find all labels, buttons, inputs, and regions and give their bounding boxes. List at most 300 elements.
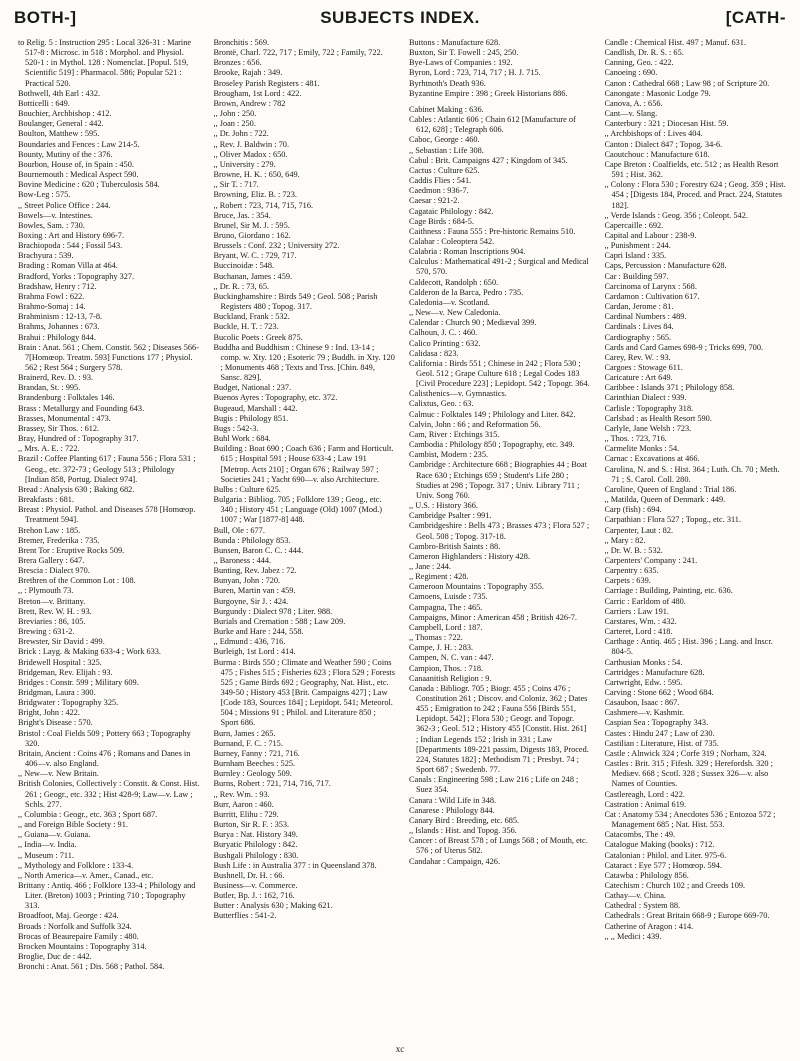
index-entry: Buccinoidæ : 548. bbox=[213, 261, 275, 271]
index-entry: Bush Life : in Australia 377 : in Queensland 378. bbox=[213, 860, 377, 870]
index-entry: California : Birds 551 ; Chinese in 242 ; Flora 530 ; Geol. 512 ; Grape Culture 618 ; Legal Codes 183 [Civil Procedure 223] ; Lepidopt. 542 ; Topogr. 364. bbox=[409, 358, 590, 389]
index-entry: Cabul : Brit. Campaigns 427 ; Kingdom of 345. bbox=[409, 155, 568, 165]
index-entry: Cameroon Mountains : Topography 355. bbox=[409, 582, 544, 592]
index-entry: Bridgman, Laura : 300. bbox=[18, 688, 96, 697]
index-entry: Bull, Ole : 677. bbox=[213, 525, 265, 535]
index-entry: ,, North America—v. Amer., Canad., etc. bbox=[18, 870, 154, 880]
index-entry: Carpathian : Flora 527 ; Topog., etc. 311. bbox=[604, 515, 742, 525]
index-entry: Butter : Analysis 630 ; Making 621. bbox=[213, 901, 333, 911]
index-entry: Butler, Bp. J. : 162, 716. bbox=[213, 891, 295, 901]
index-entry: Brick : Layg. & Making 633-4 ; Work 633. bbox=[18, 647, 161, 657]
index-entry: Campe, J. H. : 283. bbox=[409, 643, 474, 653]
index-entry: Cardan, Jerome : 81. bbox=[604, 302, 674, 312]
index-entry: Cant—v. Slang. bbox=[604, 109, 658, 119]
index-entry: Carpentry : 635. bbox=[604, 566, 659, 576]
index-entry: Canton : Dialect 847 ; Topog. 34-6. bbox=[604, 139, 723, 149]
index-entry: Carinthian Dialect : 939. bbox=[604, 393, 687, 403]
index-entry: ,, Robert : 723, 714, 715, 716. bbox=[213, 200, 314, 210]
index-entry: Brontë, Charl. 722, 717 ; Emily, 722 ; Family, 722. bbox=[213, 48, 383, 58]
index-entry: Cactus : Culture 625. bbox=[409, 165, 480, 175]
index-entry: Castration : Animal 619. bbox=[604, 799, 687, 809]
index-entry: Caithness : Fauna 555 : Pre-historic Remains 510. bbox=[409, 226, 576, 236]
index-entry: Bridges : Constr. 599 ; Military 609. bbox=[18, 677, 139, 687]
index-entry: Capercaille : 692. bbox=[604, 220, 664, 230]
header-range-start: BOTH-] bbox=[14, 8, 77, 27]
index-entry: Bright, John : 422. bbox=[18, 708, 80, 718]
index-entry: Burn, James : 265. bbox=[213, 728, 276, 738]
index-column-1 bbox=[18, 38, 200, 1038]
index-entry: Cardamon : Cultivation 617. bbox=[604, 291, 700, 301]
index-entry: Carlisle : Topography 318. bbox=[604, 403, 694, 413]
index-entry: Bronzes : 656. bbox=[213, 58, 262, 68]
index-entry: Canongate : Masonic Lodge 79. bbox=[604, 88, 711, 98]
index-entry: Brethren of the Common Lot : 108. bbox=[18, 576, 136, 586]
index-entry: Brewing : 631-2. bbox=[18, 627, 75, 637]
index-entry: ,, Punishment : 244. bbox=[604, 241, 671, 251]
index-entry: Brachyura : 539. bbox=[18, 251, 74, 261]
index-entry: Buchanan, James : 459. bbox=[213, 271, 293, 281]
index-entry: ,, Rev. Wm. : 93. bbox=[213, 789, 270, 799]
index-entry: Cancer : of Breast 578 ; of Lungs 568 ; of Mouth, etc. 576 ; of Uterus 582. bbox=[409, 836, 588, 856]
index-entry: Building : Boat 690 ; Coach 636 ; Farm and Horticult. 615 ; Hospital 591 ; House 633-4 ; Law 191 [Metrop. Acts 210] ; Organ 676 ; Railway 597 ; Societies 241 ; Yacht 690—v. also Architecture. bbox=[213, 444, 394, 484]
index-entry: Buckle, H. T. : 723. bbox=[213, 322, 279, 332]
index-entry: Carolina, N. and S. : Hist. 364 ; Luth. Ch. 70 ; Meth. 71 ; S. Carol. Coll. 280. bbox=[604, 464, 780, 484]
index-entry: Cat : Anatomy 534 ; Anecdotes 536 ; Entozoa 572 ; Management 685 ; Nat. Hist. 553. bbox=[604, 809, 776, 830]
index-entry: Campen, N. C. van : 447. bbox=[409, 653, 494, 663]
index-entry: Catacombs, The : 49. bbox=[604, 830, 676, 840]
index-entry: Bryant, W. C. : 729, 717. bbox=[213, 251, 297, 261]
index-columns bbox=[18, 38, 786, 1038]
index-entry: Caldecott, Randolph : 650. bbox=[409, 277, 499, 287]
index-entry: Caboc, George : 460. bbox=[409, 135, 480, 145]
index-entry: Campion, Thos. : 718. bbox=[409, 663, 484, 673]
index-entry: Botticelli : 649. bbox=[18, 98, 70, 108]
index-entry: Cambridge : Architecture 668 ; Biographies 44 ; Boat Race 630 ; Etchings 659 ; Student's Life 280 ; Studies at 298 ; Topogr. 317 ; Univ. Library 711 ; Univ. Song 760. bbox=[409, 460, 587, 500]
index-entry: Bread : Analysis 630 ; Baking 682. bbox=[18, 484, 135, 494]
index-entry: Canarese : Philology 844. bbox=[409, 805, 495, 815]
index-entry: Carcinoma of Larynx : 568. bbox=[604, 281, 697, 291]
index-entry: Brazil : Coffee Planting 617 ; Fauna 556 ; Flora 531 ; Geog., etc. 372-73 ; Geology 513 ; Philology [Indian 858, Portug. Dialect 974]. bbox=[18, 454, 196, 484]
index-entry: ,, Rev. J. Baldwin : 70. bbox=[213, 139, 290, 149]
index-entry: Bradshaw, Henry : 712. bbox=[18, 281, 97, 291]
index-entry: Bow-Leg : 575. bbox=[18, 190, 71, 200]
index-entry: Bremer, Frederika : 735. bbox=[18, 535, 100, 545]
index-entry: Bounty, Mutiny of the : 376. bbox=[18, 149, 113, 159]
index-entry: Britain, Ancient : Coins 476 ; Romans and Danes in 406—v. also England. bbox=[18, 748, 191, 769]
index-entry: ,, Mythology and Folklore : 133-4. bbox=[18, 860, 134, 870]
index-entry: Carriers : Law 191. bbox=[604, 606, 670, 616]
index-entry: Calculus : Mathematical 491-2 ; Surgical and Medical 570, 570. bbox=[409, 257, 589, 277]
index-entry: ,, Edmund : 436, 716. bbox=[213, 637, 286, 647]
index-entry: Budget, National : 237. bbox=[213, 383, 292, 393]
header-range-end: [CATH- bbox=[725, 8, 786, 27]
index-entry: Carey, Rev. W. : 93. bbox=[604, 352, 671, 362]
index-entry: Bruce, Jas. : 354. bbox=[213, 210, 271, 220]
page-footer bbox=[0, 1044, 800, 1054]
index-entry: Candle : Chemical Hist. 497 ; Manuf. 631. bbox=[604, 38, 746, 47]
index-entry: Burya : Nat. History 349. bbox=[213, 830, 298, 840]
index-entry: Cambridgeshire : Bells 473 ; Brasses 473 ; Flora 527 ; Geol. 508 ; Topog. 317-18. bbox=[409, 521, 590, 541]
index-entry: Candahar : Campaign, 426. bbox=[409, 856, 501, 866]
index-entry: Boundaries and Fences : Law 214-5. bbox=[18, 139, 140, 149]
index-entry: Brett, Rev. W. H. : 93. bbox=[18, 606, 92, 616]
index-entry: Carthusian Monks : 54. bbox=[604, 657, 683, 667]
index-entry: Bugs : 542-3. bbox=[213, 423, 259, 433]
index-entry: ,, Mrs. A. E. : 722. bbox=[18, 444, 80, 454]
index-entry: Bridgwater : Topography 325. bbox=[18, 698, 119, 708]
index-entry: Burritt, Elihu : 729. bbox=[213, 809, 279, 819]
index-entry: Cargoes : Stowage 611. bbox=[604, 363, 683, 372]
index-entry: Castle : Alnwick 324 ; Corfe 319 ; Norham, 324. bbox=[604, 748, 767, 758]
index-entry: Cagataic Philology : 842. bbox=[409, 206, 494, 216]
index-entry: Brescia : Dialect 970. bbox=[18, 566, 90, 576]
index-entry: Calvin, John : 66 ; and Reformation 56. bbox=[409, 419, 541, 429]
index-entry: Carstares, Wm. : 432. bbox=[604, 616, 677, 626]
index-entry: Cathedrals : Great Britain 668-9 ; Europe 669-70. bbox=[604, 911, 770, 921]
index-entry: Brandenburg : Folktales 146. bbox=[18, 393, 115, 403]
index-entry: Carlsbad : as Health Resort 590. bbox=[604, 413, 712, 423]
index-entry: Brasses, Monumental : 473. bbox=[18, 413, 111, 423]
index-entry: Casaubon, Isaac : 867. bbox=[604, 698, 680, 708]
index-entry: Carving : Stone 662 ; Wood 684. bbox=[604, 688, 714, 697]
index-entry: Brent Tor : Eruptive Rocks 509. bbox=[18, 545, 125, 555]
index-entry: ,, Street Police Office : 244. bbox=[18, 200, 111, 210]
index-entry: British Colonies, Collectively : Constit. & Const. Hist. 261 ; Geogr., etc. 332 ; Hist 428-9; Law—v. Law ; Schls. 277. bbox=[18, 779, 200, 809]
index-entry: Burials and Cremation : 588 ; Law 209. bbox=[213, 616, 346, 626]
index-entry: Caledonia—v. Scotland. bbox=[409, 297, 490, 307]
index-entry: Cathedral : System 88. bbox=[604, 901, 681, 911]
index-entry: Byron, Lord : 723, 714, 717 ; H. J. 715. bbox=[409, 68, 541, 78]
index-entry: Bye-Laws of Companies : 192. bbox=[409, 58, 513, 68]
index-entry: Breviaries : 86, 105. bbox=[18, 616, 86, 626]
index-entry: Breakfasts : 681. bbox=[18, 495, 74, 505]
index-entry: Canning, Geo. : 422. bbox=[604, 58, 674, 68]
index-entry: Cam, River : Etchings 315. bbox=[409, 429, 500, 439]
index-entry: Caricature : Art 649. bbox=[604, 373, 673, 383]
index-entry: Cables : Atlantic 606 ; Chain 612 [Manufacture of 612, 628] ; Telegraph 606. bbox=[409, 115, 576, 135]
index-entry: Burgoyne, Sir J. : 424. bbox=[213, 596, 289, 606]
index-entry: ,, Verde Islands : Geog. 356 ; Coleopt. 542. bbox=[604, 210, 748, 220]
index-entry: Canova, A. : 656. bbox=[604, 98, 663, 108]
index-entry: Brading : Roman Villa at 464. bbox=[18, 261, 118, 271]
index-entry: ,, : Plymouth 73. bbox=[18, 586, 74, 596]
index-entry: Bruno, Giordano : 162. bbox=[213, 230, 291, 240]
index-entry: Calhoun, J. C. : 460. bbox=[409, 328, 478, 338]
index-entry: Bournemouth : Medical Aspect 590. bbox=[18, 170, 139, 180]
index-entry: Canada : Bibliogr. 705 ; Biogr. 455 ; Coins 476 ; Constitution 261 ; Discov. and Coloniz. 362 ; Dates 455 ; Emigration to 242 ; Fauna 556 [Birds 551, Lepidopt. 542] ; Flora 530 ; Geogr. and Topogr. 362-3 ; Geol. 512 ; History 455 [Constit. Hist. 261] ; Indian Legends 152 ; Irish in 331 ; Law [Departments 189-221 passim, Digests 183, Proced. 224, Statutes 182] ; Methodism 71 ; Presbyt. 74 ; Sport 687 ; Swedenb. 77. bbox=[409, 683, 589, 775]
index-entry: Cathay—v. China. bbox=[604, 891, 666, 901]
index-entry: Bushnell, Dr. H. : 66. bbox=[213, 870, 285, 880]
index-entry: Cardinal Numbers : 489. bbox=[604, 312, 687, 322]
index-entry: ,, Guiana—v. Guiana. bbox=[18, 830, 91, 840]
index-entry: Catawba : Philology 856. bbox=[604, 870, 689, 880]
index-entry: Brera Gallery : 647. bbox=[18, 555, 85, 565]
index-entry: Bugis : Philology 851. bbox=[213, 413, 289, 423]
index-entry: Castles : Brit. 315 ; Fifesh. 329 ; Herefordsh. 320 ; Mediæv. 668 ; Scotl. 328 ; Sussex 326—v. also Names of Counties. bbox=[604, 759, 773, 789]
index-entry: Brocken Mountains : Topography 314. bbox=[18, 941, 147, 951]
index-entry: Canaanitish Religion : 9. bbox=[409, 673, 492, 683]
index-entry: Calendar : Church 90 ; Mediæval 399. bbox=[409, 318, 537, 328]
index-entry: Campaigns, Minor : American 458 ; British 426-7. bbox=[409, 612, 577, 622]
index-entry: Calabar : Coleoptera 542. bbox=[409, 236, 495, 246]
index-entry: Burton, Sir R. F. : 353. bbox=[213, 820, 290, 830]
index-entry: Canon : Cathedral 668 ; Law 98 ; of Scripture 20. bbox=[604, 78, 770, 88]
index-entry: Bulgaria : Bibliog. 705 ; Folklore 139 ; Geog., etc. 340 ; History 451 ; Language (Old) 1007 (Mod.) 1007 ; War [1877-8] 448. bbox=[213, 495, 383, 525]
index-entry: ,, Thomas : 722. bbox=[409, 633, 463, 643]
index-entry: Brunel, Sir M. J. : 595. bbox=[213, 220, 290, 230]
index-entry: Candlish, Dr. R. S. : 65. bbox=[604, 48, 684, 58]
index-entry: Cardinals : Lives 84. bbox=[604, 322, 674, 332]
index-entry: Camoens, Luisde : 735. bbox=[409, 592, 488, 602]
index-entry: Brussels : Conf. 232 ; University 272. bbox=[213, 241, 340, 251]
index-entry: Carpenters' Company : 241. bbox=[604, 555, 698, 565]
index-entry: ,, Museum : 711. bbox=[18, 850, 74, 860]
index-column-4 bbox=[605, 38, 787, 1038]
index-entry: ,, Colony : Flora 530 ; Forestry 624 ; Geog. 359 ; Hist. 454 ; [Digests 184, Proced. and Pract. 224, Statutes 182]. bbox=[604, 180, 786, 210]
index-entry: Bronchitis : 569. bbox=[213, 38, 270, 47]
index-entry: ,, Matilda, Queen of Denmark : 449. bbox=[604, 495, 726, 505]
index-entry: Buckland, Frank : 532. bbox=[213, 312, 290, 322]
index-entry: Buren, Martin van : 459. bbox=[213, 586, 296, 596]
index-entry: Buxton, Sir T. Fowell : 245, 250. bbox=[409, 48, 519, 58]
index-entry: to Relig. 5 : Instruction 295 : Local 326-31 : Marine 517-8 : Microsc. in 518 : Morphol. and Physiol. 520-1 : in Mythol. 128 : Nomenclat. [Popul. 519, Scientific 519] : Pharmacol. 586; Popular 521 : Practical 520. bbox=[18, 38, 192, 88]
index-entry: Cabinet Making : 636. bbox=[409, 104, 484, 114]
index-entry: Burleigh, 1st Lord : 414. bbox=[213, 647, 296, 657]
index-entry: ,, Sebastian : Life 308. bbox=[409, 145, 484, 155]
index-entry: ,, U.S. : History 366. bbox=[409, 501, 478, 511]
index-entry: Cardiography : 565. bbox=[604, 332, 672, 342]
index-entry: Calico Printing : 632. bbox=[409, 338, 481, 348]
index-entry: Cambridge Psalter : 991. bbox=[409, 511, 492, 521]
index-entry: Brooke, Rajah : 349. bbox=[213, 68, 283, 78]
index-entry: Browne, H. K. : 650, 649. bbox=[213, 170, 300, 180]
index-entry: ,, Thos. : 723, 716. bbox=[604, 434, 667, 444]
index-entry: Brehon Law : 185. bbox=[18, 525, 81, 535]
index-entry: ,, Dr. W. B. : 532. bbox=[604, 545, 663, 555]
index-entry: Bridgeman, Rev. Elijah : 93. bbox=[18, 667, 113, 677]
index-entry: Catherine of Aragon : 414. bbox=[604, 921, 694, 931]
index-entry: Capri Island : 335. bbox=[604, 251, 667, 261]
index-entry: Calixtus, Geo. : 63. bbox=[409, 399, 474, 409]
index-entry: Cameron Highlanders : History 428. bbox=[409, 551, 530, 561]
index-entry: Calisthenics—v. Gymnastics. bbox=[409, 389, 507, 399]
index-entry: ,, Joan : 250. bbox=[213, 119, 256, 129]
index-entry: Boxing : Art and History 696-7. bbox=[18, 230, 125, 240]
index-entry: ,, India—v. India. bbox=[18, 840, 77, 850]
index-entry: ,, Islands : Hist. and Topog. 356. bbox=[409, 826, 517, 836]
index-entry: Bugeaud, Marshall : 442. bbox=[213, 403, 298, 413]
index-entry: Bushgali Philology : 830. bbox=[213, 850, 299, 860]
index-entry: Castilian : Literature, Hist. of 735. bbox=[604, 738, 719, 748]
index-entry: Carpets : 639. bbox=[604, 576, 651, 586]
index-entry: Bradford, Yorks : Topography 327. bbox=[18, 271, 135, 281]
index-entry: Cataract : Eye 577 ; Homœop. 594. bbox=[604, 860, 723, 870]
index-entry: ,, ,, Medici : 439. bbox=[604, 931, 662, 941]
index-entry: Brachiopoda : 544 ; Fossil 543. bbox=[18, 241, 123, 251]
index-entry: Broglie, Duc de : 442. bbox=[18, 952, 92, 962]
index-entry: Burns, Robert : 721, 714, 716, 717. bbox=[213, 779, 331, 789]
index-entry: Brahui : Philology 844. bbox=[18, 332, 96, 342]
index-entry: Brahma Fowl : 622. bbox=[18, 291, 85, 301]
index-entry: Brahmo-Somaj : 14. bbox=[18, 302, 86, 312]
index-entry: Buhl Work : 684. bbox=[213, 434, 271, 444]
index-entry: Cape Breton : Coalfields, etc. 512 ; as Health Resort 591 ; Hist. 362. bbox=[604, 159, 779, 180]
index-entry: Canara : Wild Life in 348. bbox=[409, 795, 497, 805]
index-entry: Carmelite Monks : 54. bbox=[604, 444, 680, 454]
index-entry: Calidasa : 823. bbox=[409, 348, 459, 358]
index-entry: Bulbs : Culture 625. bbox=[213, 484, 281, 494]
index-entry: Burney, Fanny : 721, 716. bbox=[213, 748, 300, 758]
index-entry: Caspian Sea : Topography 343. bbox=[604, 718, 709, 728]
index-entry: Buckinghamshire : Birds 549 ; Geol. 508 ; Parish Registers 480 ; Topog. 317. bbox=[213, 291, 378, 312]
index-entry: Carric : Earldom of 480. bbox=[604, 596, 686, 606]
index-entry: Boulanger, General : 442. bbox=[18, 119, 104, 129]
index-entry: Burnley : Geology 509. bbox=[213, 769, 292, 779]
index-entry: Buddha and Buddhism : Chinese 9 : Ind. 13-14 ; comp. w. Xty. 120 ; Esoteric 79 ; Buddh. in Xty. 120 ; Monuments 468 ; Texts and Trss. [Chin. 849, Sansc. 829]. bbox=[213, 342, 395, 383]
index-entry: Cambist, Modern : 235. bbox=[409, 450, 489, 460]
index-entry: Capital and Labour : 238-9. bbox=[604, 230, 697, 240]
index-entry: ,, Mary : 82. bbox=[604, 535, 646, 545]
index-entry: Cashmere—v. Kashmir. bbox=[604, 708, 684, 718]
index-entry: Bouchier, Archbishop : 412. bbox=[18, 109, 112, 119]
index-entry: Caoutchouc : Manufacture 618. bbox=[604, 149, 710, 159]
index-entry: Caedmon : 936-7. bbox=[409, 186, 469, 196]
index-entry: Bridewell Hospital : 325. bbox=[18, 657, 102, 667]
index-entry: ,, Oliver Madox : 650. bbox=[213, 149, 288, 159]
index-entry: Carnac : Excavations at 466. bbox=[604, 454, 700, 464]
index-entry: ,, New—v. New Caledonia. bbox=[409, 308, 501, 318]
index-entry: Bunting, Rev. Jabez : 72. bbox=[213, 566, 297, 576]
index-entry: ,, Columbia : Geogr., etc. 363 ; Sport 687. bbox=[18, 809, 158, 819]
index-entry: Castes : Hindu 247 ; Law of 230. bbox=[604, 728, 715, 738]
index-entry: Bunyan, John : 720. bbox=[213, 576, 281, 586]
index-entry: ,, Sir T. : 717. bbox=[213, 180, 259, 190]
index-entry: Buenos Ayres : Topography, etc. 372. bbox=[213, 393, 338, 403]
index-entry: Brain : Anat. 561 ; Chem. Constit. 562 ; Diseases 566-7[Homœop. Treatm. 593] Functions 177 ; Physiol. 562 ; Rest 564 ; Surgery 578. bbox=[18, 342, 199, 372]
index-entry: Burke and Hare : 244, 558. bbox=[213, 627, 304, 637]
index-entry: Castlereagh, Lord : 422. bbox=[604, 789, 685, 799]
index-entry: Buryatic Philology : 842. bbox=[213, 840, 298, 850]
index-entry: ,, Regiment : 428. bbox=[409, 572, 469, 582]
index-entry: Broads : Norfolk and Suffolk 324. bbox=[18, 921, 132, 931]
index-entry: Carpenter, Laut : 82. bbox=[604, 525, 674, 535]
index-entry: Catechism : Church 102 ; and Creeds 109. bbox=[604, 880, 746, 890]
index-entry: Caroline, Queen of England : Trial 186. bbox=[604, 484, 737, 494]
index-entry: Canterbury : 321 ; Diocesan Hist. 59. bbox=[604, 119, 729, 129]
index-entry: Brainerd, Rev. D. : 93. bbox=[18, 373, 94, 383]
index-entry: Byrhtnoth's Death 936. bbox=[409, 78, 486, 88]
index-entry: Butterflies : 541-2. bbox=[213, 911, 277, 921]
index-entry: Carp (fish) : 694. bbox=[604, 505, 662, 515]
index-entry: Broadfoot, Maj. George : 424. bbox=[18, 911, 119, 921]
index-entry: ,, Archbishops of : Lives 404. bbox=[604, 129, 703, 139]
index-entry: ,, Dr. John : 722. bbox=[213, 129, 269, 139]
index-entry: Bovine Medicine : 620 ; Tuberculosis 584. bbox=[18, 180, 160, 190]
index-entry: ,, Dr. R. : 73, 65. bbox=[213, 281, 270, 291]
index-entry: ,, Baroness : 444. bbox=[213, 555, 272, 565]
index-entry: Brandan, St. : 995. bbox=[18, 383, 81, 393]
index-entry: Bray, Hundred of : Topography 317. bbox=[18, 434, 139, 444]
index-entry: Car : Building 597. bbox=[604, 271, 669, 281]
index-entry: Byzantine Empire : 398 ; Greek Historians 886. bbox=[409, 88, 568, 98]
index-entry: Business—v. Commerce. bbox=[213, 880, 298, 890]
index-entry: Canals : Engineering 598 ; Law 216 ; Life on 248 ; Suez 354. bbox=[409, 775, 579, 795]
index-entry: ,, and Foreign Bible Society : 91. bbox=[18, 820, 128, 830]
index-entry: Brassey, Sir Thos. : 612. bbox=[18, 423, 100, 433]
index-entry: Cambro-British Saints : 88. bbox=[409, 541, 501, 551]
index-entry: Caps, Percussion : Manufacture 628. bbox=[604, 261, 727, 271]
header-title: SUBJECTS INDEX. bbox=[320, 8, 480, 27]
index-entry: Bucolic Poets : Greek 875. bbox=[213, 332, 303, 342]
index-entry: Calabria : Roman Inscriptions 904. bbox=[409, 247, 526, 257]
index-entry: Catalonian : Philol. and Liter. 975-6. bbox=[604, 850, 727, 860]
index-entry: Calderon de la Barca, Pedro : 735. bbox=[409, 287, 524, 297]
index-entry: Campbell, Lord : 187. bbox=[409, 622, 483, 632]
index-entry: Bowles, Sam. : 730. bbox=[18, 220, 85, 230]
index-entry: Breton—v. Brittany. bbox=[18, 596, 86, 606]
index-entry: Cage Birds : 684-5. bbox=[409, 216, 474, 226]
index-entry: Caribbee : Islands 371 ; Philology 858. bbox=[604, 383, 735, 393]
index-entry: Brocas of Beaurepaire Family : 480. bbox=[18, 931, 139, 941]
index-entry: Calmuc : Folktales 149 ; Philology and Liter. 842. bbox=[409, 409, 576, 419]
index-entry: Brown, Andrew : 782 bbox=[213, 98, 286, 108]
index-entry: ,, Jane : 244. bbox=[409, 561, 451, 571]
page-header bbox=[0, 6, 800, 30]
index-entry: Brittany : Antiq. 466 ; Folklore 133-4 ; Philology and Liter. (Breton) 1003 ; Printing 710 ; Topography 313. bbox=[18, 880, 196, 911]
index-entry: Bristol : Coal Fields 509 ; Pottery 663 ; Topography 320. bbox=[18, 728, 191, 748]
index-entry: Campagna, The : 465. bbox=[409, 602, 483, 612]
index-entry: ,, University : 279. bbox=[213, 159, 276, 169]
index-entry: Burr, Aaron : 460. bbox=[213, 799, 274, 809]
index-entry: Cartwright, Edw. : 595. bbox=[604, 677, 683, 687]
index-entry: Brougham, 1st Lord : 422. bbox=[213, 88, 302, 98]
index-entry: Bunsen, Baron C. C. : 444. bbox=[213, 545, 304, 555]
index-entry: Canoeing : 690. bbox=[604, 68, 658, 78]
index-entry: Carteret, Lord : 418. bbox=[604, 627, 673, 637]
index-entry: Browning, Eliz. B. : 723. bbox=[213, 190, 297, 200]
index-entry: Burnand, F. C. : 715. bbox=[213, 738, 283, 748]
index-entry: Brahms, Johannes : 673. bbox=[18, 322, 100, 332]
index-entry: Catalogue Making (books) : 712. bbox=[604, 840, 715, 850]
index-entry: Cartridges : Manufacture 628. bbox=[604, 667, 705, 677]
index-entry: Broseley Parish Registers : 481. bbox=[213, 78, 320, 88]
index-entry: Breast : Physiol. Pathol. and Diseases 578 [Homœop. Treatment 594]. bbox=[18, 505, 196, 525]
index-entry: Caesar : 921-2. bbox=[409, 196, 460, 206]
index-entry: Brass : Metallurgy and Founding 643. bbox=[18, 403, 145, 413]
index-entry: Burnham Beeches : 525. bbox=[213, 759, 296, 769]
index-entry: Brahminism : 12-13, 7-8. bbox=[18, 312, 103, 322]
index-entry: ,, New—v. New Britain. bbox=[18, 769, 99, 779]
index-entry: Bronchi : Anat. 561 ; Dis. 568 ; Pathol. 584. bbox=[18, 962, 165, 972]
index-entry: Cambodia : Philology 850 ; Topography, etc. 349. bbox=[409, 440, 575, 450]
index-entry: Boulton, Matthew : 595. bbox=[18, 129, 100, 139]
index-entry: Canary Bird : Breeding, etc. 685. bbox=[409, 815, 520, 825]
index-entry: Bright's Disease : 570. bbox=[18, 718, 93, 728]
index-entry: Bowels—v. Intestines. bbox=[18, 210, 93, 220]
index-entry: Caddis Flies : 541. bbox=[409, 176, 472, 186]
index-entry: ,, John : 250. bbox=[213, 109, 257, 119]
index-entry: Carthage : Antiq. 465 ; Hist. 396 ; Lang. and Inscr. 804-5. bbox=[604, 637, 773, 657]
index-column-2 bbox=[214, 38, 396, 1038]
index-entry: Carriage : Building, Painting, etc. 636. bbox=[604, 586, 733, 596]
index-entry: Bunda : Philology 853. bbox=[213, 535, 291, 545]
index-entry: Bourbon, House of, in Spain : 450. bbox=[18, 159, 134, 169]
index-entry: Brewster, Sir David : 499. bbox=[18, 637, 105, 647]
index-entry: Burma : Birds 550 ; Climate and Weather 590 ; Coins 475 ; Fishes 515 ; Fisheries 623 ; Flora 529 ; Forests 525 ; Game Birds 692 ; Geography, Nat. Hist., etc. 349-50 ; History 453 [Brit. Campaigns 427] ; Law [Code 183, Sources 184] ; Lepidopt. 541; Meteorol. 504 ; Missions 91 ; Philol. and Literature 850 ; Sport 686. bbox=[213, 657, 395, 728]
index-entry: Bothwell, 4th Earl : 432. bbox=[18, 88, 101, 98]
page-number: xc bbox=[395, 1044, 405, 1054]
index-entry: Burgundy : Dialect 978 ; Liter. 988. bbox=[213, 606, 333, 616]
